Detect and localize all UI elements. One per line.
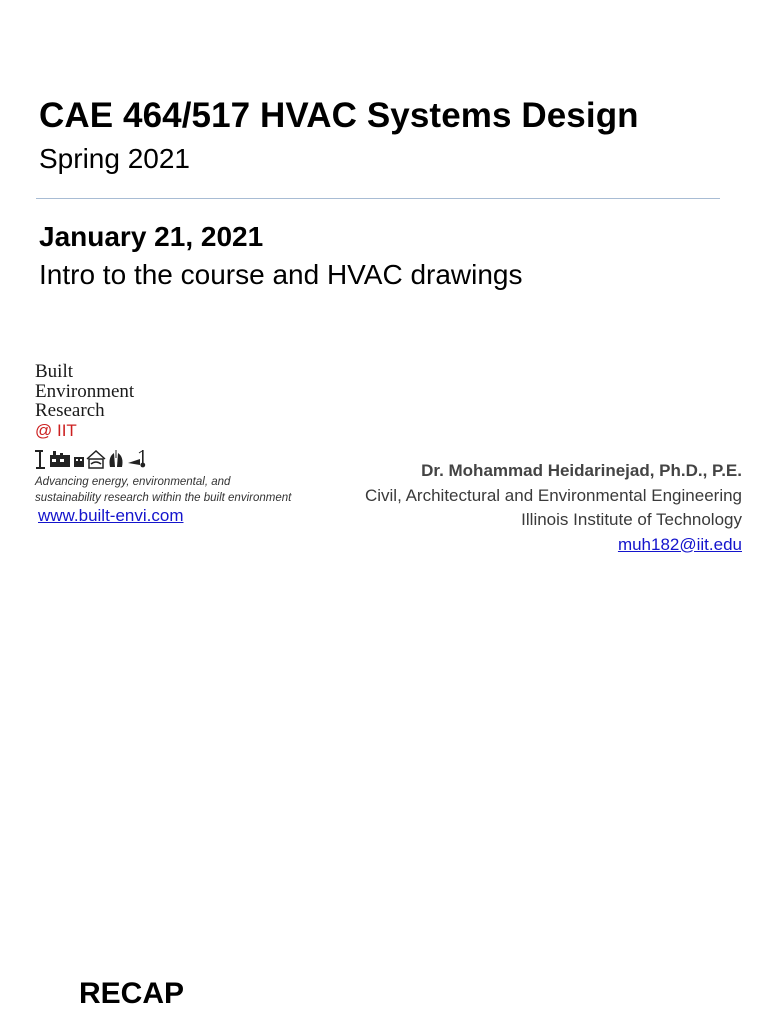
- instructor-email-link[interactable]: muh182@iit.edu: [617, 534, 742, 554]
- instructor-name: Dr. Mohammad Heidarinejad, Ph.D., P.E.: [421, 461, 742, 480]
- tagline-line-1: Advancing energy, environmental, and: [35, 476, 231, 488]
- logo-icon-strip: [34, 447, 154, 471]
- thermometer-icon: [128, 450, 145, 467]
- instructor-institution: Illinois Institute of Technology: [521, 510, 742, 529]
- lecture-date: January 21, 2021: [39, 221, 264, 252]
- logo-line-built: Built: [35, 361, 74, 382]
- instructor-block: [365, 459, 742, 557]
- lungs-icon: [110, 450, 123, 467]
- lab-tagline: [35, 474, 291, 506]
- tagline-line-2: sustainability research within the built environment: [35, 492, 292, 504]
- instructor-department: Civil, Architectural and Environmental Engineering: [364, 485, 742, 505]
- title-divider: [36, 198, 720, 199]
- course-title: CAE 464/517 HVAC Systems Design: [39, 96, 639, 135]
- lab-website-link[interactable]: www.built-envi.com: [38, 506, 184, 525]
- lecture-topic: Intro to the course and HVAC drawings: [39, 259, 523, 290]
- lab-logo: [35, 362, 134, 440]
- house-icon: [87, 451, 105, 468]
- factory-icon: [50, 451, 70, 467]
- recap-heading: RECAP: [79, 977, 185, 1010]
- logo-line-research: Research: [35, 400, 105, 421]
- building-icon: [74, 457, 84, 467]
- logo-line-environment: Environment: [35, 380, 135, 402]
- wind-turbine-icon: [35, 450, 45, 469]
- semester-label: Spring 2021: [39, 143, 191, 174]
- logo-line-iit: @ IIT: [35, 420, 77, 440]
